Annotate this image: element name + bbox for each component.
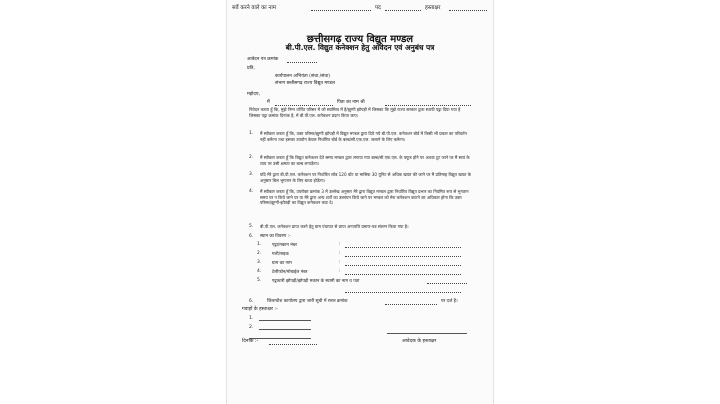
clause-text: मैं स्वीकार करता हूँ कि विद्युत कनेक्शन देते समय मण्डल द्वारा लगाया गया बल्ब/सी.एफ.एल. के फ्यूज होने पर अथवा टूट जाने पर मैं स्वयं के व्यय पर उसी क्षमता का बल्ब लगाऊँगा। [260, 155, 470, 166]
place-item-label: पट्टा/मकान नंबर [272, 243, 297, 248]
post-label: पद [375, 5, 381, 11]
signature-label: हस्ताक्षर [425, 5, 441, 11]
witness-extra-line[interactable] [249, 336, 311, 339]
clause-text: बी.पी.एल. कनेक्शन प्राप्त करने हेतु ग्राम पंचायत से प्राप्त अनापत्ति प्रमाण-पत्र संलग्न किया गया है। [260, 224, 409, 229]
place-item-label: टेलीफोन/मोबाईल नंबर [272, 270, 308, 275]
bpl-serial-blank[interactable] [385, 300, 437, 305]
witness-2-line[interactable] [259, 327, 311, 330]
place-item-colon: : [339, 269, 341, 274]
date-label: दिनांक :- [242, 339, 259, 344]
witness-1-line[interactable] [259, 318, 311, 321]
bpl-tail: पर दर्ज है। [441, 299, 458, 304]
father-name-blank [385, 101, 471, 106]
applicant-name-blank [275, 101, 333, 106]
bpl-text: जिलाधीश कार्यालय द्वारा जारी सूची में सरल क्रमांक [267, 299, 348, 304]
clause-number: 4. [249, 189, 254, 194]
street-blank[interactable] [345, 252, 461, 257]
application-no-label: आवेदन पत्र क्रमांक [247, 57, 279, 62]
officer-label: कार्यपालन अभियंता (संचा./संधा) [275, 74, 331, 79]
clause-number: 5. [249, 224, 254, 229]
surveyor-label: सर्वे करने वाले का नाम [232, 5, 277, 11]
place-heading: स्थान का विवरण :- [260, 234, 291, 239]
to-label: प्रति, [247, 66, 255, 71]
father-label: पिता का नाम श्री [337, 100, 365, 105]
phone-blank[interactable] [345, 270, 461, 275]
place-item-colon: : [339, 242, 341, 247]
applicant-sign-label: आवेदक के हस्ताक्षर [402, 339, 437, 344]
bpl-section-number: 6. [249, 299, 254, 304]
salutation: महोदय, [247, 92, 260, 97]
witness-number: 2. [249, 325, 254, 330]
clause-text: यदि मेरे द्वारा बी.पी.एल. कनेक्शन पर निर्धारित लोड 120 वॉट या मासिक 30 यूनिट से अधिक खपत की जाने पर मैं प्रतिमाह विद्युत खपत के अनुसार बिल भुगतान के लिए बाध्य होऊँगा। [260, 172, 471, 183]
intro-i-label: मैं [267, 100, 270, 105]
clause-number: 1. [249, 131, 254, 136]
place-item-number: 5. [257, 278, 262, 283]
clause-number: 2. [249, 155, 254, 160]
place-item-number: 2. [257, 251, 262, 256]
date-blank[interactable] [269, 340, 317, 345]
place-item-label: पट्टाधारी झोपड़ी/झोपड़ी मकान के स्वामी का नाम व पता [272, 279, 360, 284]
place-item-colon: : [339, 260, 341, 265]
place-item-colon: : [339, 251, 341, 256]
house-no-blank[interactable] [345, 243, 461, 248]
applicant-signature-line[interactable] [387, 331, 467, 334]
place-item-label: गली/सड़क [272, 252, 289, 257]
witness-number: 1. [249, 316, 254, 321]
clause-text: मैं स्वीकार करता हूँ कि, उक्त परिसर/झुग्गी झोपड़ी में विद्युत मण्डल द्वारा दिये गये बी.पी.एल. कनेक्शन बोर्ड में किसी भी प्रकार का परिवर्तन नहीं करूँगा तथा इसका उपयोग केवल निर्धारित बोर्ड के बल्ब/सी.एफ.एल. जलाने के लिए करूँगा। [260, 131, 467, 142]
village-blank[interactable] [345, 261, 461, 266]
board-label: संभाग छत्तीसगढ़ राज्य विद्युत मण्डल [275, 81, 335, 86]
form-sheet [226, 0, 494, 404]
owner-address-blank-2[interactable] [345, 288, 461, 293]
post-blank [385, 6, 421, 11]
surveyor-name-blank [311, 6, 371, 11]
clause-number: 3. [249, 172, 254, 177]
org-title: छत्तीसगढ़ राज्य विद्युत मण्डल [306, 34, 414, 45]
place-section-number: 6. [249, 234, 254, 239]
place-item-number: 3. [257, 260, 262, 265]
form-title: बी.पी.एल. विद्युत कनेक्शन हेतु आवेदन एवं अनुबंध पत्र [285, 43, 435, 52]
witness-heading: गवाहों के हस्ताक्षर :- [242, 307, 278, 312]
clause-text: मैं स्वीकार करता हूँ कि, उपरोक्त क्रमांक 3 में उल्लेख अनुसार मेरे द्वारा विद्युत मण्डल द्वारा निर्धारित विद्युत प्रभार का नियमित रूप से भुगतान समय पर न किये जाने पर या मेरे द्वारा अन्य शर्तों का उल्लंघन किये जाने पर मण्डल को मेरा कनेक्शन काटने का अधिकार होगा कि उक्त परिसर/झुग्गी-झोपड़ी का विद्युत कनेक्शन काट दे। [260, 189, 469, 206]
signature-blank [449, 6, 487, 11]
place-item-number: 4. [257, 269, 262, 274]
intro-text: निवेदन करता हूँ कि, मुझे निम्न वर्णित परिसर में जो स्वामित्व में है/झुग्गी झोपड़ी में जिसका कि मुझे राज्य सरकार द्वारा स्थायी पट्टा दिया गया है जिसका पट्टा क्रमांक दिनांक है, में बी.पी.एल. कनेक्शन प्रदान किया जाए। [249, 107, 461, 118]
application-no-blank [287, 58, 317, 63]
place-item-label: ग्राम का नाम [272, 261, 292, 266]
owner-address-blank[interactable] [427, 279, 467, 284]
place-item-number: 1. [257, 242, 262, 247]
